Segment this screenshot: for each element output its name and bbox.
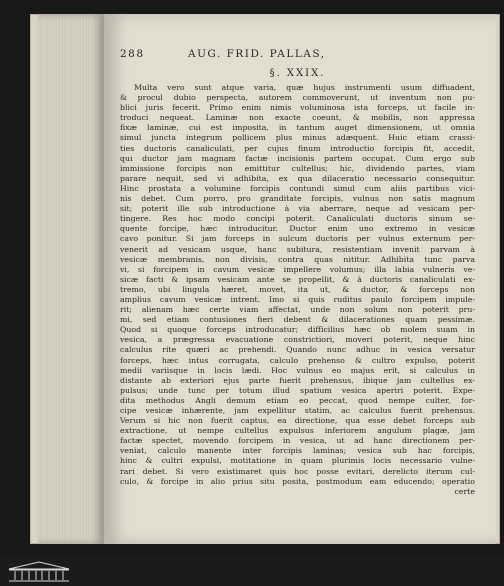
text-line: simul juncta integrum pollicem plus minus adæquent. Huic etiam crassi- [120,133,475,143]
text-line: immissione forcipis non emittitur cultellus; hic, dividendo partes, viam [120,163,475,173]
text-line: Quod si quoque forceps introducatur; difficilius hæc ob molem suam in [120,325,475,335]
text-line: rari debet. Si vero existimaret quis hoc posse evitari, derelicto iterum cul- [120,466,475,476]
text-line: qui ductor jam magnam factæ incisionis partem occupat. Cum ergo sub [120,153,475,163]
text-line: sicæ facti & ipsam vesicam ante se propellit, & à ductoris canaliculati ex- [120,274,475,284]
text-line: & procul dubio perspecta, autorem commoverunt, ut inventum non pu- [120,93,475,103]
text-line: blici juris fecerit. Primo enim nimis voluminosa ista forceps, ut facile in- [120,103,475,113]
text-line: venerit ad vesicam usque, hanc subitura, resistentiam invenit parvam à [120,244,475,254]
text-line: amplius cavum vesicæ intrent. Imo si quis ruditus paulo forcipem impule- [120,294,475,304]
text-line: extractione, ut nempe cultellus expulsus inferiorem angulum plagæ, jam [120,426,475,436]
text-line: dita methodus Angli demum etiam eo peccat, quod nempe culter, for- [120,395,475,405]
text-line: parare nequit, sed vi adhibita, ex qua dilaceratio necessario consequitur. [120,173,475,183]
text-line: factæ spectet, movendo forcipem in vesica, ut ad hanc directionem per- [120,436,475,446]
text-line: sit; poterit ille sub introductione à via aberrare, neque ad vesicam per- [120,204,475,214]
text-line: Multa vero sunt atque varia, quæ hujus instrumenti usum diffuadent, [134,83,475,92]
text-line: fixæ laminæ, cui est imposita, in tantum auget dimensionem, ut omnia [120,123,475,133]
text-line: veniat, calculo manente inter forcipis laminas; vesica sub hac forcipis, [120,446,475,456]
text-line: Hinc prostata a volumine forcipis contundi simul cum aliis partibus vici- [120,183,475,193]
text-line: distante ab exteriori ejus parte fuerit prehensus, ibique jam cultellus ex- [120,375,475,385]
running-head: AUG. FRID. PALLAS, [188,48,326,60]
text-line: quente forcipe, hæc introducitur. Ductor enim uno extremo in vesicæ [120,224,475,234]
text-line: nis debet. Cum porro, pro granditate forcipis, vulnus non satis magnum [120,194,475,204]
text-line: forceps, hæc intus corrugata, calculo prehenso & cultro expulso, poterit [120,355,475,365]
page-edges [38,14,104,544]
text-line: tingere. Res hoc modo concipi poterit. Canaliculati ductoris sinum se- [120,214,475,224]
footer-bar [0,556,504,586]
page-header [120,48,475,62]
body-text [120,83,475,497]
library-logo [6,560,72,584]
text-line: mi, sed etiam contusiones fieri debent & dilacerationes quam pessimæ. [120,315,475,325]
section-heading: §. XXIX. [269,68,326,79]
text-line: pulsus; unde tunc per totum illud spatium vesica aperiri poterit. Expe- [120,385,475,395]
text-line: medii variisque in locis lædi. Hoc vulnus eo majus erit, si calculus in [120,365,475,375]
text-line: troduci nequeat. Laminæ non exacte coeunt, & mobilis, non appressa [120,113,475,123]
text-line: rit; alienam hæc certe viam affectat, unde non solum non poterit pru- [120,305,475,315]
text-line: cavo ponitur. Si jam forceps in sulcum ductoris per vulnus externum per- [120,234,475,244]
text-line: culo, & forcipe in alio prius situ posita, postmodum eam educendo; operatio [120,476,475,486]
text-line: vesicæ membranis, non divisis, contra quas nititur. Adhibita tunc parva [120,254,475,264]
text-line: Verum si hic non fuerit captus, ea directione, qua esse debet forceps sub [120,416,475,426]
text-line: hinc & cultri expulsi, motitatione in quam plurimis locis necessario vulne- [120,456,475,466]
text-line: ties ductoris canaliculati, per cujus finum introductio forcipis fit, accedit, [120,143,475,153]
text-line: tremo, ubi lingula hæret, movet, ita ut, & ductor, & forceps non [120,284,475,294]
text-line: certe [454,486,475,496]
page-number: 288 [120,48,145,60]
text-line: vi, si forcipem in cavum vesicæ impellere volumus; illa labia vulneris ve- [120,264,475,274]
text-line: cipe vesicæ inhærente, jam expellitur statim, ac calculus fuerit prehensus. [120,406,475,415]
text-line: calculus rite quæri ac prehendi. Quando nunc adhuc in vesica versatur [120,345,475,355]
text-line: vesica, a prægressa evacuatione constrictiori, moveri poterit, neque hinc [120,335,475,345]
